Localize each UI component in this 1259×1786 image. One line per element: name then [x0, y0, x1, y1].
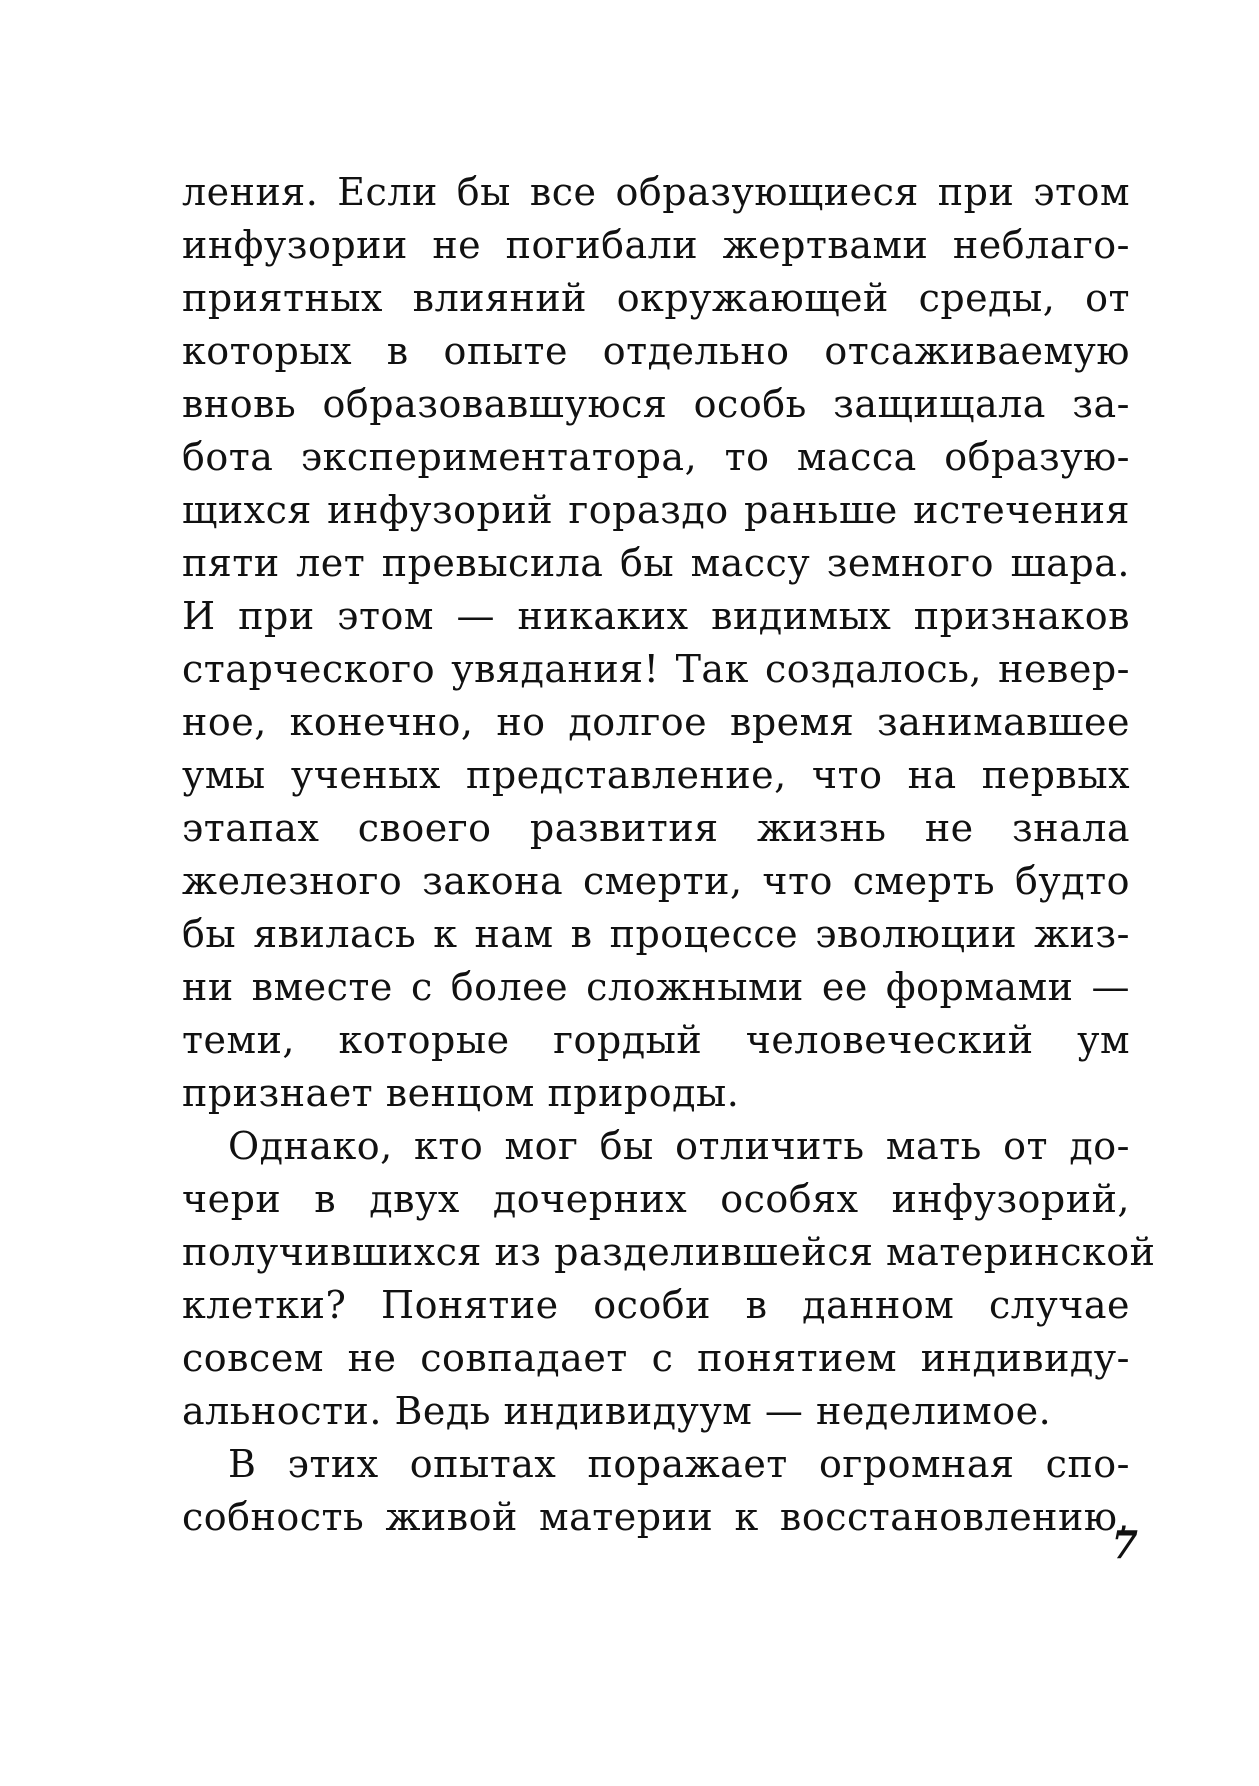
- text-line: альности. Ведь индивидуум — неделимое.: [182, 1389, 1052, 1433]
- text-line: бота экспериментатора, то масса образую-: [182, 435, 1130, 479]
- paragraph-3: [182, 1438, 1130, 1544]
- text-line: признает венцом природы.: [182, 1071, 740, 1115]
- text-line: железного закона смерти, что смерть будто: [182, 859, 1130, 903]
- text-line: инфузории не погибали жертвами неблаго-: [182, 223, 1130, 267]
- text-line: приятных влияний окружающей среды, от: [182, 276, 1130, 320]
- text-line: бы явилась к нам в процессе эволюции жиз-: [182, 912, 1130, 956]
- paragraph-2: [182, 1120, 1156, 1438]
- text-line: совсем не совпадает с понятием индивиду-: [182, 1336, 1130, 1380]
- page-number: 7: [1111, 1522, 1138, 1567]
- text-line: теми, которые гордый человеческий ум: [182, 1018, 1130, 1062]
- text-line: Однако, кто мог бы отличить мать от до-: [228, 1124, 1130, 1168]
- text-line: получившихся из разделившейся материнской: [182, 1230, 1156, 1274]
- text-line: клетки? Понятие особи в данном случае: [182, 1283, 1130, 1327]
- text-line: пяти лет превысила бы массу земного шара.: [182, 541, 1130, 585]
- text-line: которых в опыте отдельно отсаживаемую: [182, 329, 1130, 373]
- text-line: умы ученых представление, что на первых: [182, 753, 1130, 797]
- text-line: вновь образовавшуюся особь защищала за-: [182, 382, 1130, 426]
- text-line: старческого увядания! Так создалось, невер-: [182, 647, 1130, 691]
- text-line: ни вместе с более сложными ее формами —: [182, 965, 1130, 1009]
- text-line: собность живой материи к восстановлению,: [182, 1495, 1130, 1539]
- text-line: этапах своего развития жизнь не знала: [182, 806, 1130, 850]
- paragraph-1: [182, 166, 1130, 1120]
- text-line: ное, конечно, но долгое время занимавшее: [182, 700, 1130, 744]
- text-line: В этих опытах поражает огромная спо-: [228, 1442, 1130, 1486]
- text-line: чери в двух дочерних особях инфузорий,: [182, 1177, 1130, 1221]
- text-line: щихся инфузорий гораздо раньше истечения: [182, 488, 1130, 532]
- text-line: И при этом — никаких видимых признаков: [182, 594, 1130, 638]
- body-text: [182, 166, 1156, 1544]
- text-line: ления. Если бы все образующиеся при этом: [182, 170, 1130, 214]
